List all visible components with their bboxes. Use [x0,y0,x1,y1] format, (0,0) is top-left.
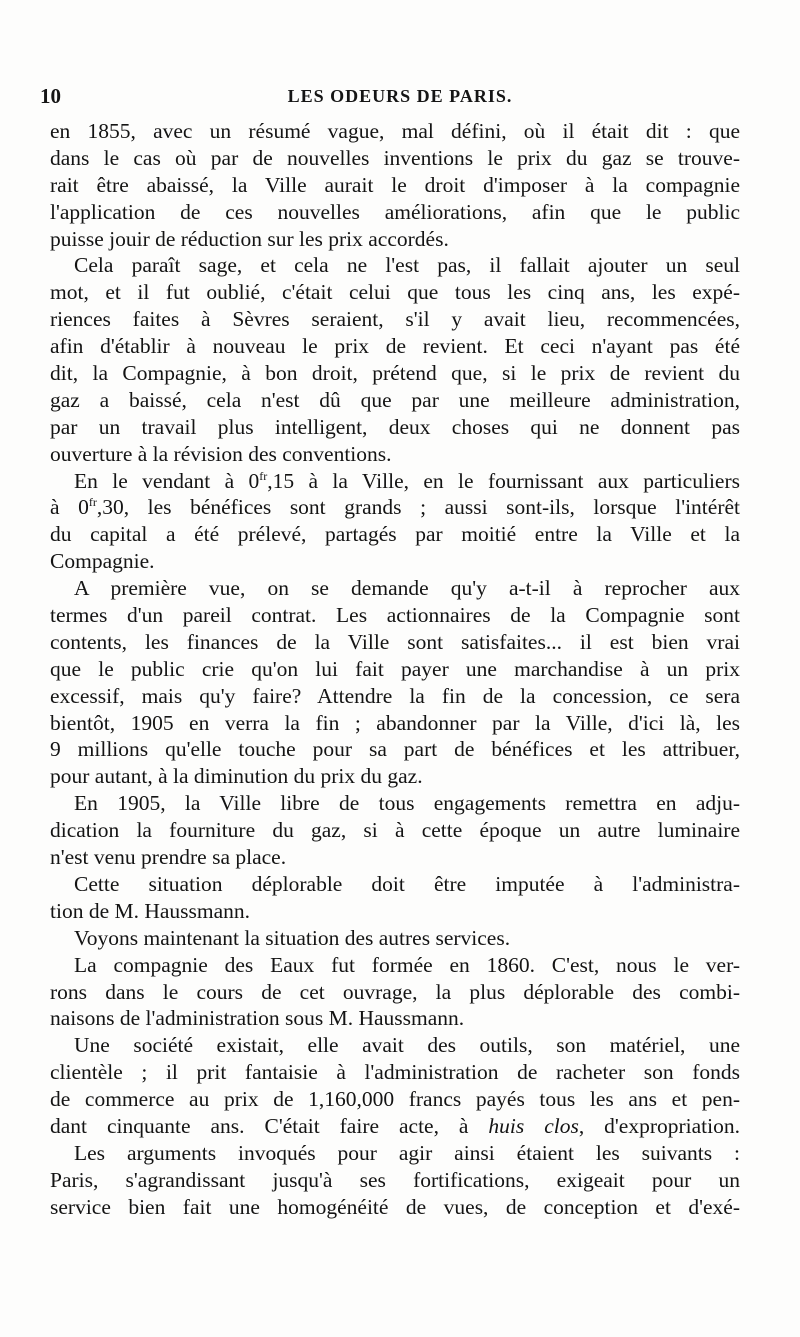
text-line: Compagnie. [50,549,155,574]
text-line: Cela paraît sage, et cela ne l'est pas, il fallait ajouter un seul [74,253,740,278]
running-title: LES ODEURS DE PARIS. [287,86,513,106]
text-line: gaz a baissé, cela n'est dû que par une meilleure administration, [50,387,740,412]
text-line: tion de M. Haussmann. [50,898,251,923]
text-line: ouverture à la révision des conventions. [50,441,392,466]
body-text [50,118,740,1221]
text-line: service bien fait une homogénéité de vues, de conception et d'exé- [50,1194,740,1219]
text-line: Cette situation déplorable doit être imputée à l'administra- [74,871,740,896]
text-line: pour autant, à la diminution du prix du gaz. [50,764,423,789]
text-line: du capital a été prélevé, partagés par moitié entre la Ville et la [50,522,740,547]
text-line: excessif, mais qu'y faire? Attendre la fin de la concession, ce sera [50,683,740,708]
text-line: clientèle ; il prit fantaisie à l'administration de racheter son fonds [50,1060,740,1085]
text-line: Une société existait, elle avait des outils, son matériel, une [74,1033,740,1058]
text-line: riences faites à Sèvres seraient, s'il y avait lieu, recommencées, [50,307,740,332]
text-line: rons dans le cours de cet ouvrage, la plus déplorable des combi- [50,979,740,1004]
text-line: Paris, s'agrandissant jusqu'à ses fortifications, exigeait pour un [50,1167,740,1192]
text-line: contents, les finances de la Ville sont satisfaites... il est bien vrai [50,629,740,654]
text-line: dication la fourniture du gaz, si à cette époque un autre luminaire [50,818,740,843]
text-line: n'est venu prendre sa place. [50,845,287,870]
text-line: afin d'établir à nouveau le prix de revient. Et ceci n'ayant pas été [50,334,740,359]
text-line: en 1855, avec un résumé vague, mal défini, où il était dit : que [50,119,740,143]
text-line: que le public crie qu'on lui fait payer une marchandise à un prix [50,656,740,681]
text-line: mot, et il fut oublié, c'était celui que tous les cinq ans, les expé- [50,280,740,305]
text-line: dit, la Compagnie, à bon droit, prétend que, si le prix de revient du [50,361,740,386]
text-line: bientôt, 1905 en verra la fin ; abandonner par la Ville, d'ici là, les [50,710,740,735]
text-line: En le vendant à $0^{fr},15$ à la Ville, en le fournissant aux particuliers [74,468,740,493]
text-line: naisons de l'administration sous M. Haussmann. [50,1006,465,1031]
text-line: de commerce au prix de 1,160,000 francs payés tous les ans et pen- [50,1087,740,1112]
text-line: rait être abaissé, la Ville aurait le droit d'imposer à la compagnie [50,172,740,197]
text-line: à $0^{fr},30$, les bénéfices sont grands ; aussi sont-ils, lorsque l'intérêt [50,495,741,520]
text-line: dans le cas où par de nouvelles inventions le prix du gaz se trouve- [50,145,740,170]
text-line: termes d'un pareil contrat. Les actionnaires de la Compagnie sont [50,603,740,628]
text-line: 9 millions qu'elle touche pour sa part de bénéfices et les attribuer, [50,737,740,762]
text-line: La compagnie des Eaux fut formée en 1860. C'est, nous le ver- [74,952,740,977]
page-header [40,84,760,108]
text-line: dant cinquante ans. C'était faire acte, à huis clos, d'expropriation. [50,1113,740,1138]
text-line: Voyons maintenant la situation des autres services. [74,925,511,950]
text-line: par un travail plus intelligent, deux choses qui ne donnent pas [50,414,740,439]
text-line: puisse jouir de réduction sur les prix accordés. [50,226,449,251]
text-line: l'application de ces nouvelles améliorations, afin que le public [50,199,740,224]
text-line: A première vue, on se demande qu'y a-t-il à reprocher aux [74,576,740,601]
text-line: Les arguments invoqués pour agir ainsi étaient les suivants : [74,1140,740,1165]
page-number: 10 [40,84,61,108]
text-line: En 1905, la Ville libre de tous engagements remettra en adju- [74,791,740,816]
